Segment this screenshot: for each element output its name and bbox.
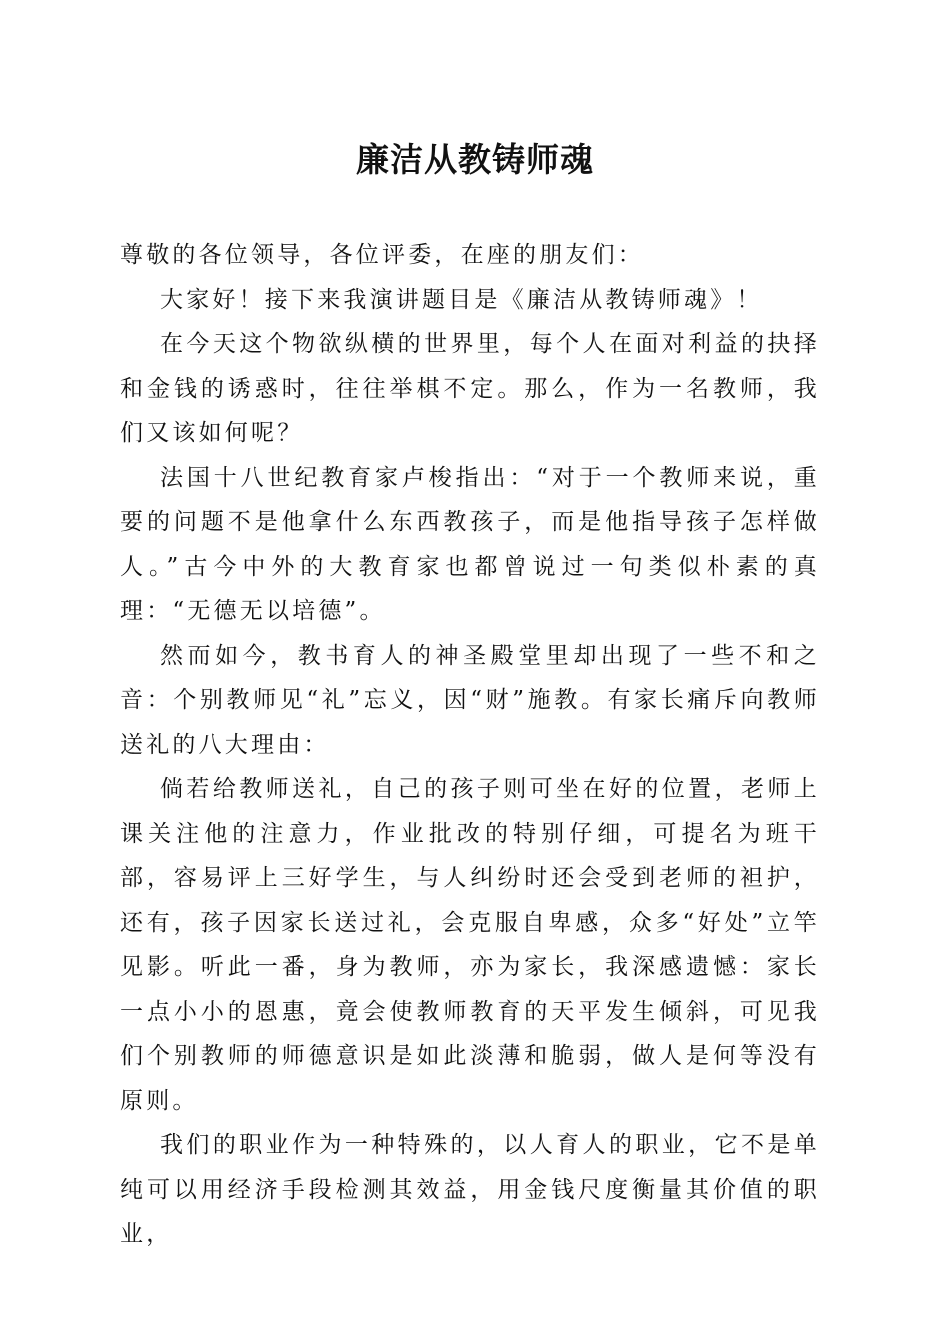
body-paragraph: 然而如今，教书育人的神圣殿堂里却出现了一些不和之音：个别教师见“礼”忘义，因“财”施教。有家长痛斥向教师送礼的八大理由： <box>120 642 820 758</box>
document-title: 廉洁从教铸师魂 <box>356 140 594 179</box>
body-paragraph: 大家好！接下来我演讲题目是《廉洁从教铸师魂》！ <box>160 286 763 313</box>
body-paragraph: 倘若给教师送礼，自己的孩子则可坐在好的位置，老师上课关注他的注意力，作业批改的特别仔细，可提名为班干部，容易评上三好学生，与人纠纷时还会受到老师的袒护，还有，孩子因家长送过礼，会克服自卑感，众多“好处”立竿见影。听此一番，身为教师，亦为家长，我深感遗憾：家长一点小小的恩惠，竟会使教师教育的天平发生倾斜，可见我们个别教师的师德意识是如此淡薄和脆弱，做人是何等没有原则。 <box>120 776 820 1114</box>
salutation-paragraph: 尊敬的各位领导，各位评委，在座的朋友们： <box>120 242 644 268</box>
body-paragraph: 法国十八世纪教育家卢梭指出：“对于一个教师来说，重要的问题不是他拿什么东西教孩子，而是他指导孩子怎样做人。”古今中外的大教育家也都曾说过一句类似朴素的真理：“无德无以培德”。 <box>120 464 820 624</box>
document-body <box>120 233 820 1257</box>
body-paragraph: 在今天这个物欲纵横的世界里，每个人在面对利益的抉择和金钱的诱惑时，往往举棋不定。那么，作为一名教师，我们又该如何呢？ <box>120 331 820 446</box>
body-paragraph: 我们的职业作为一种特殊的，以人育人的职业，它不是单纯可以用经济手段检测其效益，用金钱尺度衡量其价值的职业， <box>120 1132 820 1247</box>
